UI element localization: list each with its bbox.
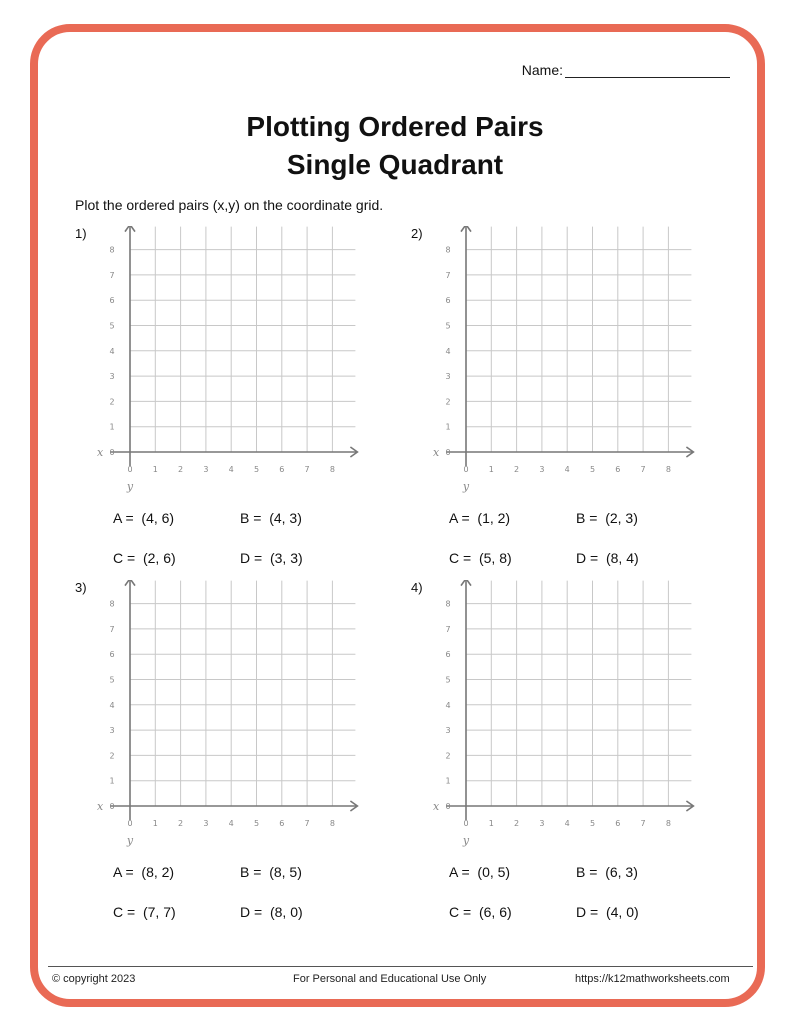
pair-b: B = (4, 3) <box>240 510 302 526</box>
name-field[interactable] <box>522 62 730 78</box>
x-tick-label: 8 <box>665 465 671 474</box>
name-blank-line[interactable] <box>565 63 730 78</box>
pair-d: D = (8, 0) <box>240 904 303 920</box>
pair-d: D = (4, 0) <box>576 904 639 920</box>
coordinate-grid[interactable] <box>75 580 405 850</box>
pair-a: A = (8, 2) <box>113 864 175 880</box>
problem-number: 3) <box>75 580 87 595</box>
pair-c: C = (5, 8) <box>449 550 512 566</box>
page-subtitle: Single Quadrant <box>286 149 504 180</box>
footer-usage: For Personal and Educational Use Only <box>293 973 487 985</box>
x-tick-label: 2 <box>514 465 520 474</box>
problem-1 <box>75 226 405 586</box>
y-tick-label: 8 <box>109 599 115 609</box>
y-tick-label: 7 <box>109 624 115 634</box>
x-axis-label: x <box>433 446 440 459</box>
y-tick-label: 5 <box>445 321 451 331</box>
x-tick-label: 7 <box>304 819 310 828</box>
x-tick-label: 4 <box>228 465 234 474</box>
pair-d: D = (8, 4) <box>576 550 639 566</box>
coordinate-grid[interactable] <box>411 580 741 850</box>
y-tick-label: 5 <box>445 675 451 685</box>
x-tick-label: 6 <box>279 819 285 828</box>
x-axis-label: x <box>97 446 104 459</box>
footer-copyright: © copyright 2023 <box>52 973 136 985</box>
x-tick-label: 1 <box>488 465 494 474</box>
x-tick-label: 7 <box>640 465 646 474</box>
pair-c: C = (7, 7) <box>113 904 176 920</box>
y-tick-label: 5 <box>109 675 115 685</box>
pair-c: C = (2, 6) <box>113 550 176 566</box>
y-tick-label: 3 <box>109 726 115 736</box>
x-tick-label: 2 <box>514 819 520 828</box>
y-axis-label: y <box>462 480 470 493</box>
x-tick-label: 5 <box>589 819 596 828</box>
x-tick-label: 3 <box>539 819 545 828</box>
x-tick-label: 4 <box>564 819 570 828</box>
y-tick-label: 6 <box>109 650 115 660</box>
name-label: Name: <box>521 62 563 78</box>
x-tick-label: 0 <box>127 465 133 474</box>
y-tick-label: 0 <box>445 802 451 811</box>
x-tick-label: 7 <box>304 465 310 474</box>
problem-4 <box>411 580 741 940</box>
y-tick-label: 7 <box>445 270 451 280</box>
problem-number: 2) <box>411 226 423 241</box>
x-tick-label: 3 <box>203 465 209 474</box>
pair-a: A = (1, 2) <box>449 510 511 526</box>
y-tick-label: 2 <box>445 397 451 407</box>
y-tick-label: 4 <box>109 700 115 710</box>
x-tick-label: 2 <box>178 465 184 474</box>
pair-d: D = (3, 3) <box>240 550 303 566</box>
x-tick-label: 8 <box>329 819 335 828</box>
problem-2 <box>411 226 741 586</box>
y-axis-label: y <box>462 834 470 847</box>
pair-a: A = (4, 6) <box>113 510 175 526</box>
x-tick-label: 1 <box>488 819 494 828</box>
y-tick-label: 6 <box>445 296 451 306</box>
x-tick-label: 4 <box>228 819 234 828</box>
x-axis-label: x <box>97 800 104 813</box>
y-tick-label: 2 <box>109 397 115 407</box>
x-tick-label: 1 <box>152 819 158 828</box>
problem-3 <box>75 580 405 940</box>
x-tick-label: 1 <box>152 465 158 474</box>
coordinate-grid[interactable] <box>411 226 741 496</box>
x-tick-label: 5 <box>253 819 260 828</box>
y-tick-label: 1 <box>445 776 451 786</box>
x-tick-label: 8 <box>665 819 671 828</box>
y-tick-label: 6 <box>445 650 451 660</box>
y-tick-label: 8 <box>445 245 451 255</box>
x-tick-label: 2 <box>178 819 184 828</box>
pair-b: B = (8, 5) <box>240 864 302 880</box>
footer-divider <box>48 966 753 967</box>
x-tick-label: 0 <box>127 819 133 828</box>
y-tick-label: 3 <box>445 726 451 736</box>
y-tick-label: 0 <box>109 448 115 457</box>
y-tick-label: 8 <box>445 599 451 609</box>
x-tick-label: 7 <box>640 819 646 828</box>
page-title: Plotting Ordered Pairs <box>246 111 544 142</box>
y-tick-label: 0 <box>445 448 451 457</box>
coordinate-grid[interactable] <box>75 226 405 496</box>
footer-url[interactable]: https://k12mathworksheets.com <box>575 973 730 985</box>
x-tick-label: 0 <box>463 819 469 828</box>
problem-number: 4) <box>411 580 423 595</box>
y-tick-label: 3 <box>109 372 115 382</box>
y-tick-label: 4 <box>109 346 115 356</box>
problem-number: 1) <box>75 226 87 241</box>
y-tick-label: 1 <box>109 776 115 786</box>
x-tick-label: 6 <box>615 819 621 828</box>
y-tick-label: 0 <box>109 802 115 811</box>
y-tick-label: 2 <box>109 751 115 761</box>
x-tick-label: 8 <box>329 465 335 474</box>
x-tick-label: 3 <box>203 819 209 828</box>
x-tick-label: 5 <box>589 465 596 474</box>
y-tick-label: 4 <box>445 346 451 356</box>
y-tick-label: 2 <box>445 751 451 761</box>
x-tick-label: 6 <box>615 465 621 474</box>
y-axis-label: y <box>126 834 134 847</box>
y-tick-label: 6 <box>109 296 115 306</box>
pair-a: A = (0, 5) <box>449 864 511 880</box>
y-tick-label: 1 <box>109 422 115 432</box>
pair-c: C = (6, 6) <box>449 904 512 920</box>
x-tick-label: 0 <box>463 465 469 474</box>
pair-b: B = (6, 3) <box>576 864 638 880</box>
y-tick-label: 5 <box>109 321 115 331</box>
y-tick-label: 7 <box>109 270 115 280</box>
x-axis-label: x <box>433 800 440 813</box>
y-tick-label: 3 <box>445 372 451 382</box>
pair-b: B = (2, 3) <box>576 510 638 526</box>
x-tick-label: 3 <box>539 465 545 474</box>
x-tick-label: 5 <box>253 465 260 474</box>
x-tick-label: 4 <box>564 465 570 474</box>
y-tick-label: 7 <box>445 624 451 634</box>
y-tick-label: 1 <box>445 422 451 432</box>
y-tick-label: 4 <box>445 700 451 710</box>
y-tick-label: 8 <box>109 245 115 255</box>
y-axis-label: y <box>126 480 134 493</box>
instructions: Plot the ordered pairs (x,y) on the coordinate grid. <box>75 197 384 213</box>
x-tick-label: 6 <box>279 465 285 474</box>
